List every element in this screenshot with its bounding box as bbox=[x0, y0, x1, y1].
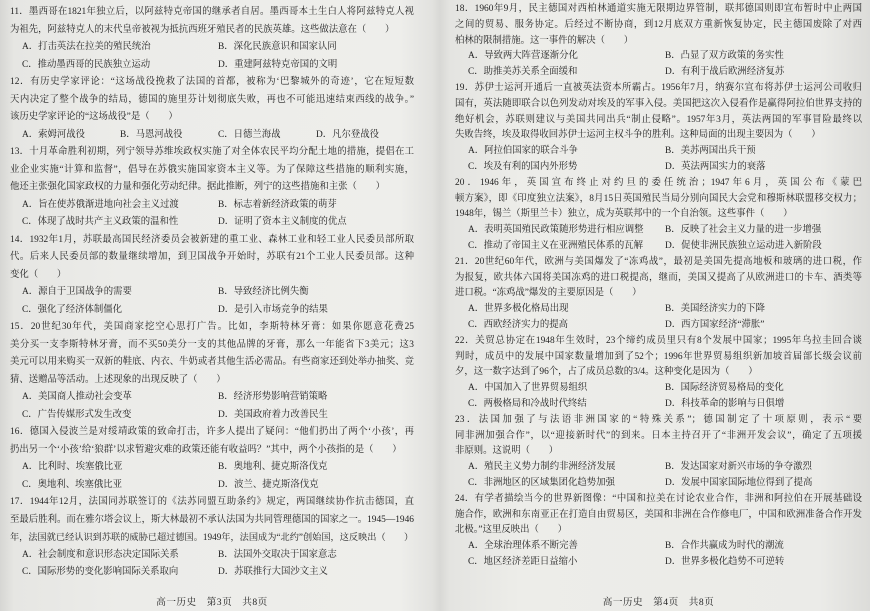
question-stem-line: 进口税。“冻鸡战”爆发的主要原因是（ ） bbox=[455, 288, 642, 299]
option-row bbox=[10, 547, 414, 565]
question-stem-line: 他还主张强化国家政权的力量和强化劳动纪律。据此推断，列宁的这些措施和主张（ ） bbox=[10, 182, 386, 192]
option-row bbox=[455, 144, 862, 160]
option-row bbox=[455, 381, 862, 397]
option-a: A．阿拉伯国家的联合斗争 bbox=[468, 146, 578, 157]
question-stem-line: 同非洲加强合作”，以“迎接新时代”的到来。日本主持召开了“非洲开发会议”，确定了五项援 bbox=[455, 430, 862, 441]
option-d: D．重建阿兹特克帝国的文明 bbox=[218, 59, 338, 70]
option-row bbox=[455, 160, 862, 176]
option-a: A．殖民主义势力制约非洲经济发展 bbox=[468, 462, 616, 473]
option-row bbox=[10, 197, 414, 215]
option-d: D．凡尔登战役 bbox=[316, 129, 380, 140]
question-stem-line: 失败告终，埃及取得收回苏伊士运河主权斗争的胜利。这种局面的出现主要因为（ ） bbox=[455, 130, 821, 141]
page-footer: 高一历史 第3页 共8页 bbox=[156, 597, 268, 608]
option-row bbox=[455, 318, 862, 334]
option-b: B．导致经济比例失衡 bbox=[218, 287, 309, 297]
option-a: A．世界多极化格局出现 bbox=[468, 304, 569, 315]
option-c: C．国际形势的变化影响国际关系取向 bbox=[22, 567, 179, 577]
option-b: B．凸显了双方政策的务实性 bbox=[665, 51, 784, 62]
option-c: C．奥地利、埃塞俄比亚 bbox=[22, 479, 123, 490]
question-stem-line: 为祖先，阿兹特克人的末代皇帝被视为抵抗西班牙殖民者的民族英雄。这些做法意在（ ） bbox=[10, 24, 395, 35]
option-a: A．导致两大阵营逐渐分化 bbox=[468, 51, 578, 62]
option-c: C．埃及有利的国内外形势 bbox=[468, 161, 578, 172]
question bbox=[10, 319, 414, 424]
option-row bbox=[10, 302, 414, 320]
option-d: D．是引入市场竞争的结果 bbox=[218, 304, 328, 315]
option-row bbox=[10, 127, 414, 145]
option-row bbox=[455, 223, 862, 239]
option-d: D．西方国家经济“滞胀” bbox=[665, 319, 765, 330]
question-stem-line: 判时，成员中的发展中国家数量增加到了52个；1996年世界贸易组织新加坡首届部长级会议前 bbox=[455, 351, 862, 362]
option-a: A．美国商人推动社会变革 bbox=[22, 392, 132, 402]
option-d: D．波兰、捷克斯洛伐克 bbox=[218, 479, 319, 490]
option-c: C．体现了战时共产主义政策的温和性 bbox=[22, 217, 179, 227]
option-c: C．推动了帝国主义在亚洲殖民体系的瓦解 bbox=[468, 240, 644, 251]
option-d: D．有利于战后欧洲经济复苏 bbox=[665, 67, 785, 78]
option-a: A．表明英国殖民政策随形势进行相应调整 bbox=[468, 225, 644, 236]
question-stem-line: 顿方案》，即《印度独立法案》，8月15日英国殖民当局分别向国民大会党和穆斯林联盟移交权力； bbox=[455, 193, 862, 204]
question-stem-line: 猜、送赠品等活动。上述现象的出现反映了（ ） bbox=[10, 374, 226, 385]
question-stem-line: 美元可以用来购买一双新的鞋底、内衣、牛奶或者其他生活必需品。有些商家还到处举办抽奖、竞 bbox=[10, 357, 414, 367]
question bbox=[455, 492, 862, 571]
question-stem-line: 非原则。这说明（ ） bbox=[455, 446, 559, 457]
question-stem-line: 代。后来人民委员部的数量继续增加，到卫国战争开始时，苏联有21个工业人民委员部。这种 bbox=[10, 252, 414, 262]
question-stem-line: 24．有学者描绘当今的世界新图像：“中国和拉美在讨论农业合作，非洲和阿拉伯在开展基础设 bbox=[455, 493, 862, 504]
option-d: D．促使非洲民族独立运动进入新阶段 bbox=[665, 240, 822, 251]
question bbox=[10, 4, 414, 74]
question-stem-line: 为报复，欧共体六国将美国冻鸡的进口税提高，继而，美国又提高了从欧洲进口的卡车、酒类等 bbox=[455, 272, 862, 283]
question-stem-line: 柏林的限制措施。这一事件的解决（ ） bbox=[455, 35, 634, 46]
option-row bbox=[10, 57, 414, 75]
option-b: B．奥地利、捷克斯洛伐克 bbox=[218, 462, 328, 472]
option-row bbox=[455, 539, 862, 555]
option-row bbox=[10, 477, 414, 495]
option-a: A．比利时、埃塞俄比亚 bbox=[22, 462, 123, 472]
question-stem-line: 23．法国加强了与法语非洲国家的“特殊关系”；德国制定了十项原则，表示“要 bbox=[455, 414, 862, 425]
question-stem-line: 20．1946年，英国宣布终止对约旦的委任统治；1947年6月，英国公布《蒙巴 bbox=[455, 177, 862, 188]
question bbox=[455, 2, 862, 81]
question bbox=[455, 334, 862, 413]
option-c: C．非洲地区的区域集团化趋势加强 bbox=[468, 477, 615, 488]
question-stem-line: 北极。”这里反映出（ ） bbox=[455, 525, 567, 536]
question-stem-line: 19．苏伊士运河开通后一直被英法资本所霸占。1956年7月，纳赛尔宣布将苏伊士运河公司收归 bbox=[455, 82, 862, 93]
option-d: D．科技革命的影响与日俱增 bbox=[665, 398, 785, 409]
option-row bbox=[10, 214, 414, 232]
option-b: B．马恩河战役 bbox=[120, 129, 183, 140]
option-d: D．世界多极化趋势不可逆转 bbox=[665, 556, 785, 567]
question-stem-line: 该历史学家评论的“这场战役”是（ ） bbox=[10, 112, 178, 122]
question-stem-line: 年，法国就已经认识到苏联的威胁已超过德国。1949年，法国成为“北约”创始国，这反映出（ ） bbox=[10, 532, 414, 542]
option-a: A．中国加入了世界贸易组织 bbox=[468, 383, 588, 394]
question bbox=[455, 81, 862, 176]
option-row bbox=[455, 49, 862, 65]
option-b: B．合作共赢成为时代的潮流 bbox=[665, 541, 784, 552]
question-stem-line: 18．1960年9月，民主德国对西柏林通道实施无限期边界管制，联邦德国则即宣布暂时中止两国 bbox=[455, 4, 862, 14]
question-list bbox=[455, 2, 862, 571]
question bbox=[10, 232, 414, 320]
option-a: A．社会制度和意识形态决定国际关系 bbox=[22, 549, 179, 560]
question-stem-line: 17．1944年12月，法国同苏联签订的《法苏同盟互助条约》规定，两国继续协作抗击德国，直 bbox=[10, 497, 414, 507]
option-c: C．西欧经济实力的提高 bbox=[468, 319, 569, 330]
option-d: D．美国政府着力改善民生 bbox=[218, 409, 328, 420]
option-row bbox=[10, 284, 414, 302]
question-stem-line: 至最后胜利。而在雅尔塔会议上，斯大林最初不承认法国为共同管理德国的国家之一。1945—1946 bbox=[10, 514, 414, 525]
question-stem-line: 22．关贸总协定在1948年生效时，23个缔约成员里只有8个发展中国家；1995年乌拉圭回合谈 bbox=[455, 335, 862, 346]
option-b: B．美国经济实力的下降 bbox=[665, 304, 766, 315]
page-footer: 高一历史 第4页 共8页 bbox=[602, 597, 715, 608]
question-list bbox=[10, 4, 414, 582]
option-b: B．发达国家对新兴市场的争夺激烈 bbox=[665, 462, 812, 473]
option-row bbox=[455, 302, 862, 318]
option-d: D．发展中国家国际地位得到了提高 bbox=[665, 477, 813, 488]
option-row bbox=[455, 460, 862, 476]
option-a: A．全球治理体系不断完善 bbox=[468, 541, 578, 552]
option-a: A．索姆河战役 bbox=[22, 129, 86, 140]
exam-page-4 bbox=[455, 2, 862, 608]
question-stem-line: 13．十月革命胜利初期，列宁领导苏维埃政权实施了对全体农民平均分配土地的措施，提倡在工 bbox=[10, 147, 414, 157]
option-d: D．英法两国实力的衰落 bbox=[665, 161, 766, 172]
option-row bbox=[10, 39, 414, 57]
option-row bbox=[455, 397, 862, 413]
option-b: B．反映了社会主义力量的进一步增强 bbox=[665, 225, 822, 236]
question-stem-line: 绝好机会，苏联则建议与美国共同出兵“制止侵略”。1957年3月，英法两国的军事冒险最终以 bbox=[455, 114, 862, 125]
question-stem-line: 21．20世纪60年代，欧洲与美国爆发了“冻鸡战”，最初是美国先提高地板和玻璃的进口税，作 bbox=[455, 256, 862, 267]
option-b: B．美苏两国出兵干预 bbox=[665, 146, 756, 157]
option-c: C．推动墨西哥的民族独立运动 bbox=[22, 59, 151, 70]
question-stem-line: 扔出另一个‘小孩’给‘狼群’以求暂避灾难的政策还能有收益吗？”其中，两个小孩指的是（ ） bbox=[10, 444, 402, 455]
question-stem-line: 夕，这一数字达到了96个，占了成员总数的3/4。这种变化是因为（ ） bbox=[455, 367, 758, 378]
question bbox=[10, 144, 414, 232]
option-row bbox=[10, 564, 414, 582]
option-row bbox=[10, 407, 414, 425]
option-d: D．苏联推行大国沙文主义 bbox=[218, 567, 328, 577]
option-c: C．强化了经济体制僵化 bbox=[22, 304, 123, 315]
question-stem-line: 12．有历史学家评论：“这场战役挽救了法国的首都，被称为‘巴黎城外的奇迹’，它在短短数 bbox=[10, 77, 414, 87]
question-stem-line: 1948年，锡兰（斯里兰卡）独立，成为英联邦中的一个自治领。这些事件（ ） bbox=[455, 209, 793, 220]
question bbox=[455, 176, 862, 255]
option-b: B．标志着新经济政策的萌芽 bbox=[218, 199, 337, 210]
question-stem-line: 国有，英法随即联合以色列发动对埃及的军事入侵。美国把这次入侵看作是赢得阿拉伯世界支持的 bbox=[455, 98, 862, 109]
question-stem-line: 施合作，欧洲和东南亚正在打造自由贸易区，美国和非洲在合作修电厂，中国和欧洲准备合作开发 bbox=[455, 509, 862, 520]
question-stem-line: 变化（ ） bbox=[10, 269, 67, 280]
option-c: C．两极格局和冷战时代终结 bbox=[468, 398, 587, 409]
question-stem-line: 美分买一支李斯特林牙膏，而不买50美分一支的其他品牌的牙膏，那么一年能省下3美元；这3 bbox=[10, 339, 414, 350]
option-row bbox=[455, 65, 862, 81]
question bbox=[10, 74, 414, 144]
option-c: C．地区经济差距日益缩小 bbox=[468, 556, 578, 567]
option-b: B．国际经济贸易格局的变化 bbox=[665, 383, 784, 394]
option-row bbox=[10, 389, 414, 407]
question-stem-line: 15．20世纪30年代，美国商家挖空心思打广告。比如，李斯特林牙膏：如果你愿意花费25 bbox=[10, 322, 414, 332]
option-a: A．源自于卫国战争的需要 bbox=[22, 287, 132, 297]
option-c: C．助推美苏关系全面缓和 bbox=[468, 67, 578, 78]
option-d: D．证明了资本主义制度的优点 bbox=[218, 217, 347, 227]
question-stem-line: 业企业实施“计算和监督”，倡导在苏俄实施国家资本主义等。为了保障这些措施的顺利实施， bbox=[10, 164, 414, 175]
option-a: A．打击英法在拉美的殖民统治 bbox=[22, 42, 151, 52]
option-row bbox=[10, 459, 414, 477]
option-b: B．深化民族意识和国家认同 bbox=[218, 42, 337, 52]
option-c: C．日德兰海战 bbox=[218, 129, 281, 140]
question bbox=[10, 424, 414, 494]
option-row bbox=[455, 555, 862, 571]
question bbox=[10, 494, 414, 582]
option-a: A．旨在使苏俄渐进地向社会主义过渡 bbox=[22, 199, 179, 210]
option-row bbox=[455, 476, 862, 492]
question-stem-line: 14．1932年1月，苏联最高国民经济委员会被新建的重工业、森林工业和轻工业人民委员部所取 bbox=[10, 234, 414, 245]
option-b: B．法国外交取决于国家意志 bbox=[218, 549, 337, 560]
question-stem-line: 天内决定了整个战争的结局，德国的施里芬计划彻底失败，再也不可能迅速结束西线的战争。” bbox=[10, 94, 414, 105]
question bbox=[455, 255, 862, 334]
option-c: C．广告传媒形式发生改变 bbox=[22, 409, 132, 420]
question-stem-line: 16．德国入侵波兰是对绥靖政策的致命打击，许多人提出了疑问：“他们扔出了两个‘小孩’，再 bbox=[10, 427, 414, 437]
option-b: B．经济形势影响营销策略 bbox=[218, 392, 328, 402]
question bbox=[455, 413, 862, 492]
question-stem-line: 11．墨西哥在1821年独立后，以阿兹特克帝国的继承者自居。墨西哥本土生白人将阿兹特克人视 bbox=[10, 7, 414, 17]
option-row bbox=[455, 239, 862, 255]
question-stem-line: 之间的贸易、服务协定。后经过不断协商，到12月底双方重新恢复协定，民主德国废除了对西 bbox=[455, 19, 862, 30]
exam-page-3 bbox=[10, 4, 414, 608]
